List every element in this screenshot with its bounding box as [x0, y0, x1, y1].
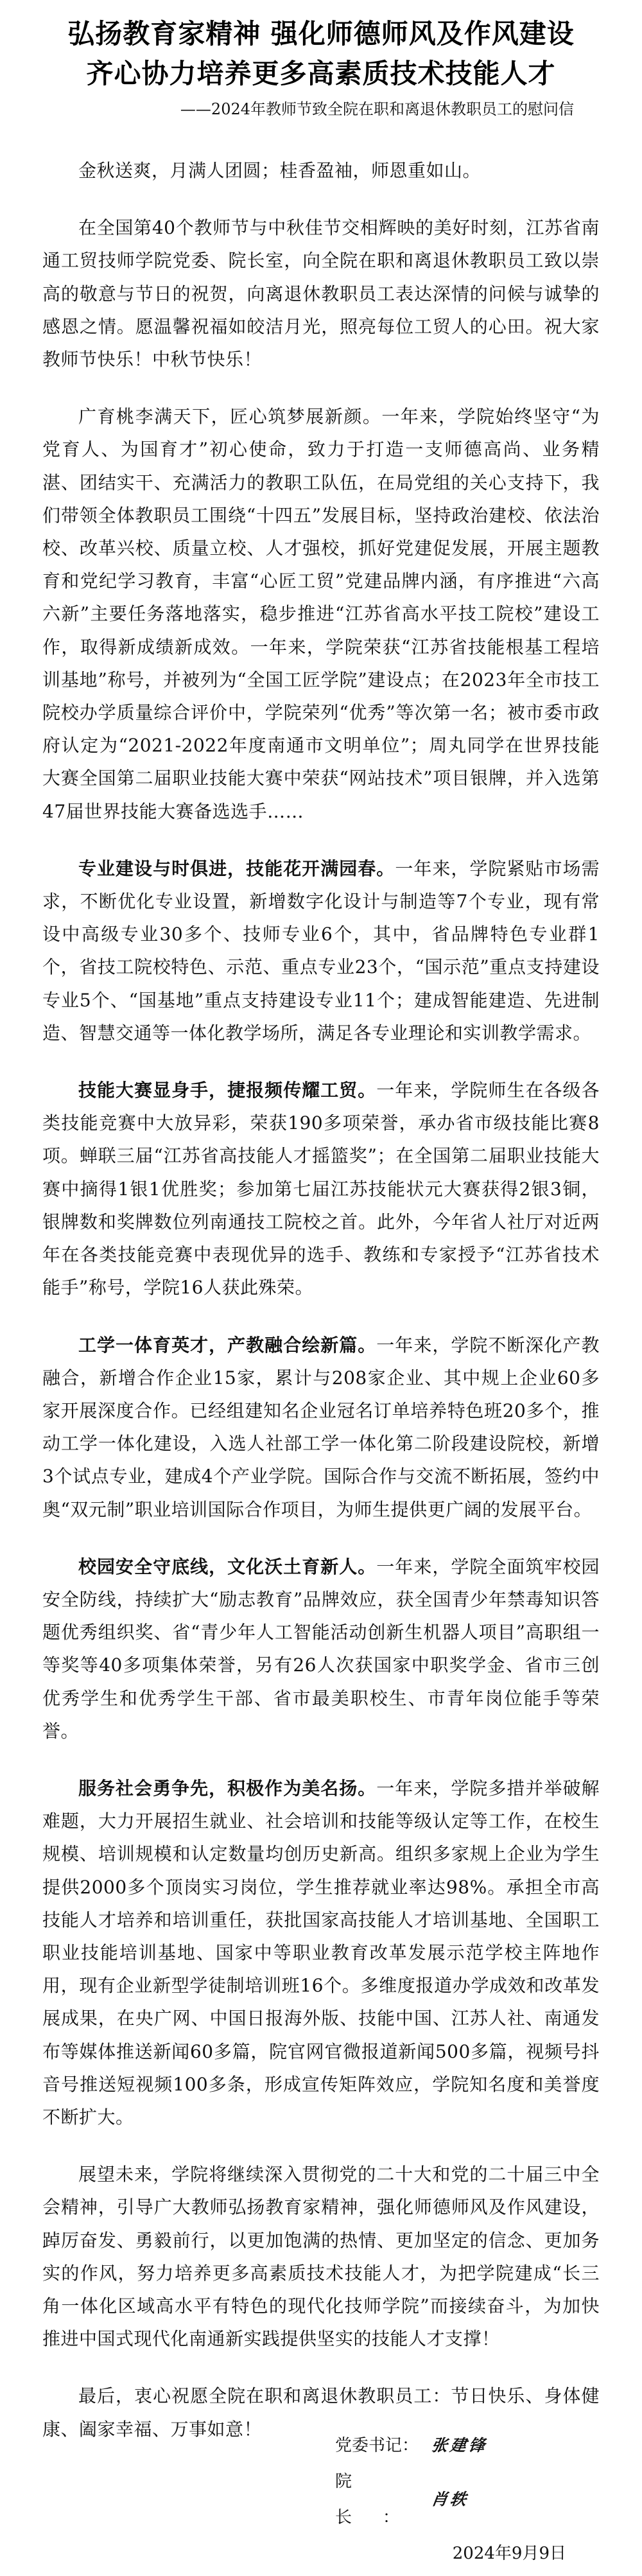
page-subtitle: ——2024年教师节致全院在职和离退休教职员工的慰问信: [180, 100, 574, 118]
signature-block: [335, 2428, 566, 2572]
president-signature: 肖轶: [430, 2490, 471, 2509]
paragraph-campus-safety: [42, 1550, 600, 1748]
party-secretary-label: 党委书记：: [335, 2436, 419, 2455]
paragraph-outlook: [42, 2158, 600, 2355]
paragraph-text: 一年来，学院紧贴市场需求，不断优化专业设置，新增数字化设计与制造等7个专业，现有常设中高级专业30多个、技师专业6个，其中，省品牌特色专业群1个，省技工院校特色、示范、重点专业23个，“国示范”重点支持建设专业5个、“国基地”重点支持建设专业11个；建成智能建造、先进制造、智慧交通等一体化教学场所，满足各专业理论和实训教学需求。: [42, 857, 600, 1044]
paragraph-text: 一年来，学院不断深化产教融合，新增合作企业15家，累计与208家企业、其中规上企业60多家开展深度合作。已经组建知名企业冠名订单培养特色班20多个，推动工学一体化建设，入选人社部工学一体化第二阶段建设院校，新增3个试点专业，建成4个产业学院。国际合作与交流不断拓展，签约中奥“双元制”职业培训国际合作项目，为师生提供更广阔的发展平台。: [42, 1334, 600, 1520]
paragraph-major-building: [42, 852, 600, 1049]
paragraph-text: 金秋送爽，月满人团圆；桂香盈袖，师恩重如山。: [78, 160, 482, 181]
letter-header: [42, 14, 600, 122]
paragraph-lead: 技能大赛显身手，捷报频传耀工贸。: [78, 1080, 377, 1101]
paragraph-text: 一年来，学院师生在各级各类技能竞赛中大放异彩，荣获190多项荣誉，承办省市级技能比赛8项。蝉联三届“江苏省高技能人才摇篮奖”；在全国第二届职业技能大赛中摘得1银1优胜奖；参加第七届江苏技能状元大赛获得2银3铜，银牌数和奖牌数位列南通技工院校之首。此外，今年省人社厅对近两年在各类技能竞赛中表现优异的选手、教练和专家授予“江苏省技术能手”称号，学院16人获此殊荣。: [42, 1080, 600, 1299]
page-title-line-1: 弘扬教育家精神 强化师德师风及作风建设: [67, 18, 575, 49]
letter-date: 2024年9月9日: [452, 2544, 566, 2563]
paragraph-text: 广育桃李满天下，匠心筑梦展新颜。一年来，学院始终坚守“为党育人、为国育才”初心使命，致力于打造一支师德高尚、业务精湛、团结实干、充满活力的教职工队伍，在局党组的关心支持下，我们带领全体教职员工围绕“十四五”发展目标，坚持政治建校、依法治校、改革兴校、质量立校、人才强校，抓好党建促发展，开展主题教育和党纪学习教育，丰富“心匠工贸”党建品牌内涵，有序推进“六高六新”主要任务落地落实，稳步推进“江苏省高水平技工院校”建设工作，取得新成绩新成效。一年来，学院荣获“江苏省技能根基工程培训基地”称号，并被列为“全国工匠学院”建设点；在2023年全市技工院校办学质量综合评价中，学院荣列“优秀”等次第一名；被市委市政府认定为“2021-2022年度南通市文明单位”；周丸同学在世界技能大赛全国第二届职业技能大赛中荣获“网站技术”项目银牌，并入选第47届世界技能大赛备选选手……: [42, 406, 600, 822]
signature-party-secretary: [335, 2428, 566, 2464]
paragraph-text: 一年来，学院多措并举破解难题，大力开展招生就业、社会培训和技能等级认定等工作，在校生规模、培训规模和认定数量均创历史新高。组织多家规上企业为学生提供2000多个顶岗实习岗位，学生推荐就业率达98%。承担全市高技能人才培养和培训重任，获批国家高技能人才培训基地、全国职工职业技能培训基地、国家中等职业教育改革发展示范学校主阵地作用，现有企业新型学徒制培训班16个。多维度报道办学成效和改革发展成果，在央广网、中国日报海外版、技能中国、江苏人社、南通发布等媒体推送新闻60多篇，院官网官微报道新闻500多篇，视频号抖音号推送短视频100多条，形成宣传矩阵效应，学院知名度和美誉度不断扩大。: [42, 1777, 600, 2128]
paragraph-greeting: [42, 154, 600, 187]
paragraph-lead: 专业建设与时俱进，技能花开满园春。: [78, 857, 395, 879]
paragraph-text: 一年来，学院全面筑牢校园安全防线，持续扩大“励志教育”品牌效应，获全国青少年禁毒知识答题优秀组织奖、省“青少年人工智能活动创新生机器人项目”高职组一等奖等40多项集体荣誉，另有26人次获国家中职奖学金、省市三创优秀学生和优秀学生干部、省市最美职校生、市青年岗位能手等荣誉。: [42, 1555, 600, 1742]
paragraph-industry-education: [42, 1329, 600, 1526]
paragraph-text: 在全国第40个教师节与中秋佳节交相辉映的美好时刻，江苏省南通工贸技师学院党委、院长室，向全院在职和离退休教职员工致以崇高的敬意与节日的祝贺，向离退休教职员工表达深情的问候与诚挚的感恩之情。愿温馨祝福如皎洁月光，照亮每位工贸人的心田。祝大家教师节快乐！中秋节快乐！: [42, 217, 600, 371]
paragraph-text: 展望未来，学院将继续深入贯彻党的二十大和党的二十届三中全会精神，引导广大教师弘扬教育家精神，强化师德师风及作风建设，踔厉奋发、勇毅前行，以更加饱满的热情、更加坚定的信念、更加务实的作风，努力培养更多高素质技术技能人才，为把学院建成“长三角一体化区域高水平有特色的现代化技师学院”而接续奋斗，为加快推进中国式现代化南通新实践提供坚实的技能人才支撑！: [42, 2164, 600, 2350]
page-title-line-2: 齐心协力培养更多高素质技术技能人才: [86, 58, 556, 89]
paragraph-lead: 工学一体育英才，产教融合绘新篇。: [78, 1334, 377, 1356]
paragraph-overview: [42, 400, 600, 828]
paragraph-lead: 校园安全守底线，文化沃土育新人。: [78, 1555, 377, 1577]
paragraph-social-service: [42, 1772, 600, 2134]
paragraph-skills-contest: [42, 1074, 600, 1304]
signature-president: [335, 2464, 566, 2536]
president-label: 院长：: [335, 2472, 431, 2527]
paragraph-opening: [42, 211, 600, 376]
paragraph-lead: 服务社会勇争先，积极作为美名扬。: [78, 1777, 377, 1799]
party-secretary-signature: 张建锋: [430, 2436, 489, 2455]
paragraph-text: 最后，衷心祝愿全院在职和离退休教职员工：节日快乐、身体健康、阖家幸福、万事如意！: [42, 2385, 600, 2440]
letter-body: [42, 154, 600, 2446]
